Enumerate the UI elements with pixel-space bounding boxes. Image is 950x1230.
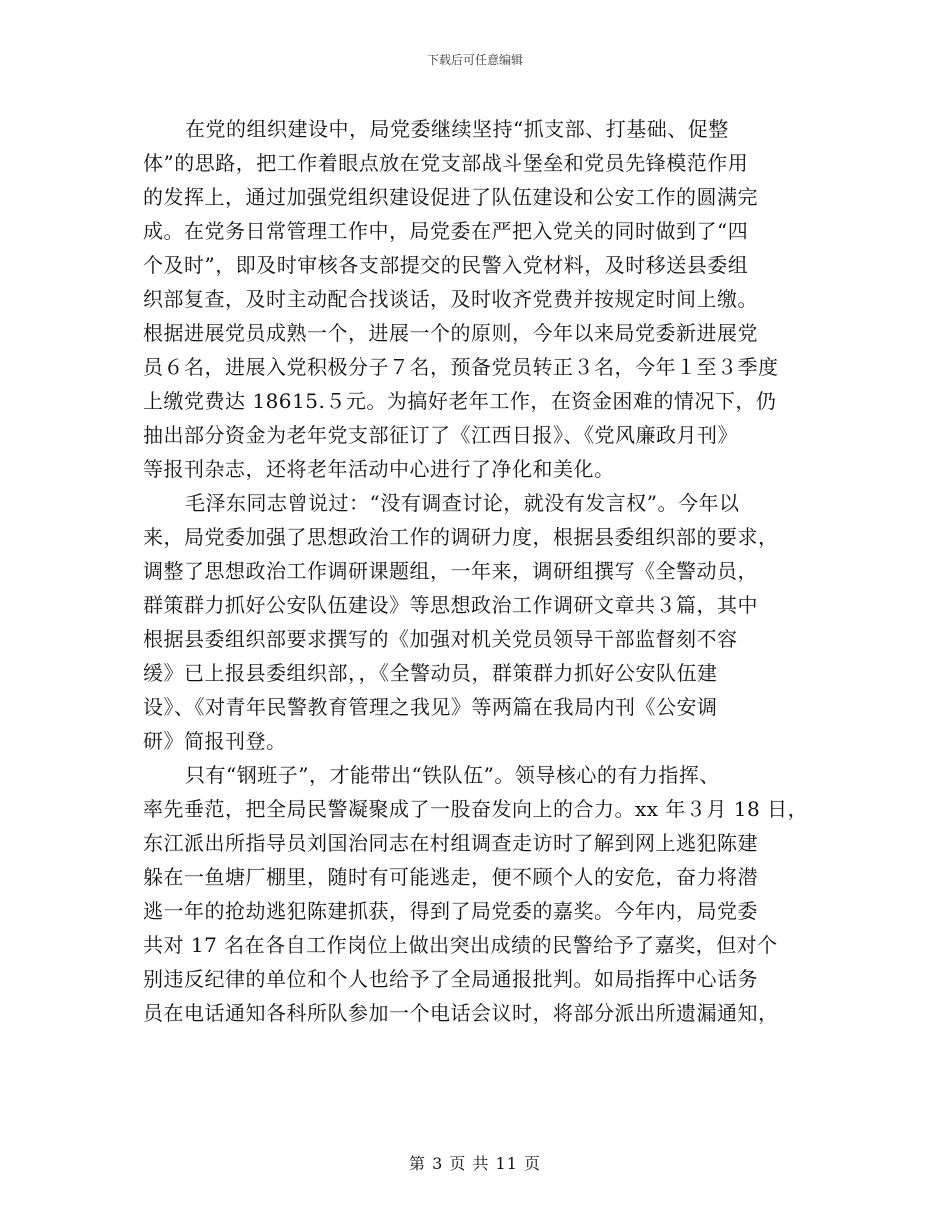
- text-line: 体”的思路，把工作着眼点放在党支部战斗堡垒和党员先锋模范作用: [143, 151, 749, 175]
- text-line: 只有“钢班子”，才能带出“铁队伍”。领导核心的有力指挥、: [185, 763, 720, 787]
- text-line: 根据进展党员成熟一个，进展一个的原则，今年以来局党委新进展党: [143, 321, 758, 345]
- text-line: 抽出部分资金为老年党支部征订了《江西日报》、《党风廉政月刊》: [143, 423, 738, 447]
- text-line: 根据县委组织部要求撰写的《加强对机关党员领导干部监督刻不容: [143, 627, 738, 651]
- text-line: 等报刊杂志，还将老年活动中心进行了净化和美化。: [143, 457, 615, 481]
- text-line: 率先垂范，把全局民警凝聚成了一股奋发向上的合力。xx 年３月 18 日，: [143, 797, 809, 821]
- text-line: 别违反纪律的单位和个人也给予了全局通报批判。如局指挥中心话务: [143, 967, 758, 991]
- paragraph: [143, 112, 819, 486]
- text-line: 设》、《对青年民警教育管理之我见》等两篇在我局内刊《公安调: [143, 695, 718, 719]
- text-line: 躲在一鱼塘厂棚里，随时有可能逃走，便不顾个人的安危，奋力将潜: [143, 865, 758, 889]
- text-line: 员６名，进展入党积极分子７名，预备党员转正３名，今年１至３季度: [143, 355, 779, 379]
- text-line: 调整了思想政治工作调研课题组，一年来，调研组撰写《全警动员，: [143, 559, 758, 583]
- text-line: 群策群力抓好公安队伍建设》等思想政治工作调研文章共３篇，其中: [143, 593, 758, 617]
- text-line: 在党的组织建设中，局党委继续坚持“抓支部、打基础、促整: [185, 117, 729, 141]
- text-line: 上缴党费达 18615.５元。为搞好老年工作，在资金困难的情况下，仍: [143, 389, 777, 413]
- text-line: 东江派出所指导员刘国治同志在村组调查走访时了解到网上逃犯陈建: [143, 831, 758, 855]
- text-line: 逃一年的抢劫逃犯陈建抓获，得到了局党委的嘉奖。今年内，局党委: [143, 899, 758, 923]
- paragraph: [143, 758, 819, 1030]
- text-line: 成。在党务日常管理工作中，局党委在严把入党关的同时做到了“四: [143, 219, 749, 243]
- paragraph: [143, 486, 819, 758]
- text-line: 共对 17 名在各自工作岗位上做出突出成绩的民警给予了嘉奖，但对个: [143, 933, 778, 957]
- text-line: 员在电话通知各科所队参加一个电话会议时，将部分派出所遗漏通知，: [143, 1001, 779, 1025]
- text-line: 织部复查，及时主动配合找谈话，及时收齐党费并按规定时间上缴。: [143, 287, 758, 311]
- text-line: 毛泽东同志曾说过：“没有调查讨论，就没有发言权”。今年以: [185, 491, 740, 515]
- text-line: 研》简报刊登。: [143, 729, 287, 753]
- text-line: 个及时”，即及时审核各支部提交的民警入党材料，及时移送县委组: [143, 253, 749, 277]
- text-line: 缓》已上报县委组织部，，《全警动员，群策群力抓好公安队伍建: [143, 661, 718, 685]
- page-header-note: 下载后可任意编辑: [426, 53, 523, 67]
- text-line: 的发挥上，通过加强党组织建设促进了队伍建设和公安工作的圆满完: [143, 185, 758, 209]
- document-body: [143, 112, 819, 1030]
- text-line: 来，局党委加强了思想政治工作的调研力度，根据县委组织部的要求，: [143, 525, 779, 549]
- page-number-footer: 第 3 页 共 11 页: [409, 1154, 541, 1173]
